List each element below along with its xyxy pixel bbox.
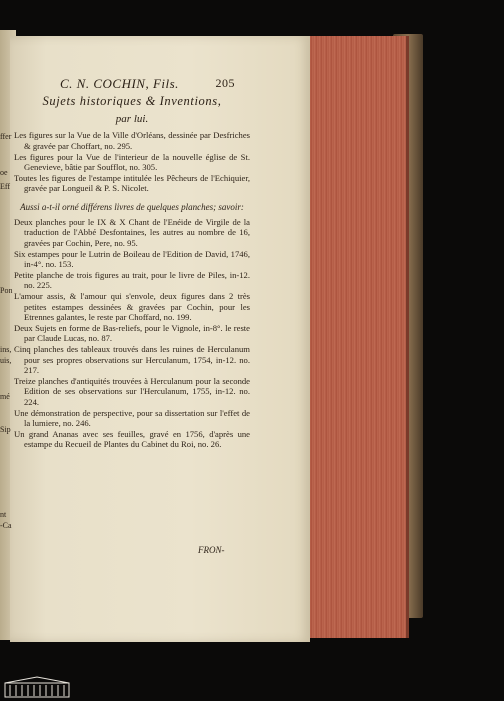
list-item: L'amour assis, & l'amour qui s'envole, deux figures dans 2 très petites estampes dessinées & gravées par Cochin, pour les Etrennes galantes, le reste par Choffard, no. 199. [14, 291, 250, 322]
list-item: Les figures sur la Vue de la Ville d'Orléans, dessinée par Desfriches & gravée par Choffart, no. 295. [14, 130, 250, 151]
left-margin-fragment: ffer [0, 132, 12, 141]
catchword: FRON- [198, 545, 225, 555]
list-item: Les figures pour la Vue de l'interieur de la nouvelle église de St. Genevieve, bâtie par Soufflot, no. 305. [14, 151, 250, 173]
list-item: Cinq planches des tableaux trouvés dans les ruines de Herculanum pour ses propres observations sur Herculanum, 1754, in-12. no. 217. [14, 344, 250, 376]
list-item: Deux planches pour le IX & X Chant de l'Enéide de Virgile de la traduction de l'Abbé Desfontaines, les autres au nombre de 16, gravées par Cochin, Pere, no. 95. [14, 216, 250, 248]
list-item: Treize planches d'antiquités trouvées à Herculanum pour la seconde Edition de ses observations sur l'Herculanum, 1755, in-12. no. 224. [14, 375, 250, 407]
list-item: Un grand Ananas avec ses feuilles, gravé en 1756, d'après une estampe du Recueil de Plantes du Cabinet du Roi, no. 26. [14, 428, 250, 450]
list-item: Une démonstration de perspective, pour sa dissertation sur l'effet de la lumiere, no. 246. [14, 407, 250, 429]
left-margin-fragment: -Ca [0, 521, 12, 530]
page-body [14, 72, 250, 450]
left-margin-fragment: nt [0, 510, 7, 519]
left-margin-fragment: Sip [0, 425, 11, 434]
list-item: Petite planche de trois figures au trait, pour le livre de Piles, in-12. no. 225. [14, 269, 250, 291]
left-margin-fragment: oe [0, 168, 8, 177]
entry-list-a [14, 130, 250, 193]
library-building-logo [4, 676, 70, 698]
entry-list-b [14, 217, 250, 450]
list-item: Toutes les figures de l'estampe intitulée les Pêcheurs de l'Echiquier, gravée par Longueil & P. S. Nicolet. [14, 173, 250, 194]
left-margin-fragment: mé [0, 392, 10, 401]
list-item: Six estampes pour le Lutrin de Boileau de l'Edition de David, 1746, in-4°. no. 153. [14, 248, 250, 269]
section-subtitle: par lui. [115, 113, 149, 125]
left-margin-fragment: uis, [0, 356, 12, 365]
section-title: Sujets historiques & Inventions, [42, 94, 222, 108]
running-title: C. N. COCHIN, Fils. [60, 76, 179, 91]
left-margin-fragment: Eff [0, 182, 11, 191]
left-margin-fragment: ins, [0, 345, 12, 354]
subheading: Aussi a-t-il orné différens livres de quelques planches; savoir: [20, 201, 244, 212]
left-margin-fragment: Pon [0, 286, 13, 295]
list-item: Deux Sujets en forme de Bas-reliefs, pour le Vignole, in-8°. le reste par Claude Lucas, no. 87. [14, 322, 250, 344]
page-number: 205 [215, 76, 235, 90]
page-fore-edge [308, 36, 409, 638]
